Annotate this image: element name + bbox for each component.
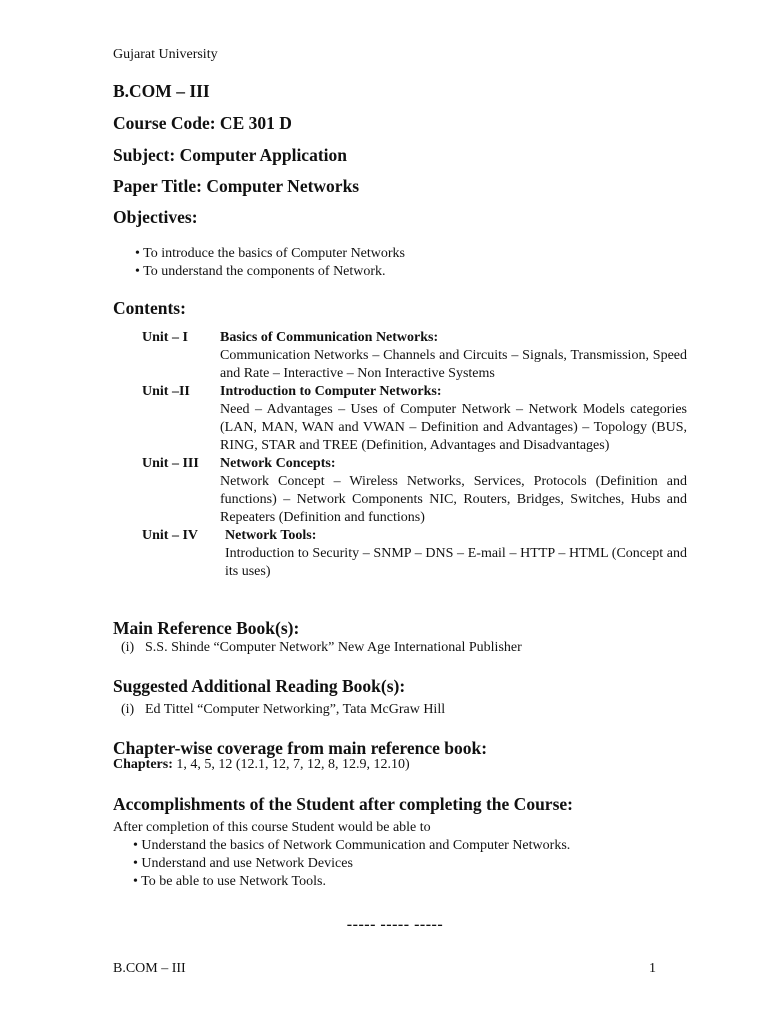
- list-item: • To be able to use Network Tools.: [133, 874, 326, 889]
- unit-description: Communication Networks – Channels and Circuits – Signals, Transmission, Speed and Rate – Interactive – Non Interactive Systems: [220, 348, 687, 381]
- chapter-coverage-heading: Chapter-wise coverage from main reference book:: [113, 738, 488, 758]
- end-mark: ----- ----- -----: [346, 916, 444, 933]
- unit-title: Network Tools:: [225, 528, 317, 543]
- accomplishments-intro: After completion of this course Student would be able to: [113, 820, 431, 835]
- objectives-list: [135, 245, 405, 281]
- chapters-value: 1, 4, 5, 12 (12.1, 12, 7, 12, 8, 12.9, 12.10): [172, 757, 410, 772]
- unit-label: Unit – III: [142, 456, 199, 471]
- unit-title: Network Concepts:: [220, 456, 336, 471]
- unit-title: Basics of Communication Networks:: [220, 330, 439, 345]
- program-heading: B.COM – III: [113, 81, 210, 101]
- unit-description: Network Concept – Wireless Networks, Services, Protocols (Definition and functions) – Network Components NIC, Routers, Bridges, Switches, Hubs and Repeaters (Definition and functions): [220, 474, 687, 525]
- chapters-label: Chapters:: [113, 757, 173, 772]
- objectives-heading: Objectives:: [113, 207, 198, 227]
- additional-reading-item: [121, 702, 445, 718]
- contents-heading: Contents:: [113, 298, 186, 318]
- reference-number: (i): [121, 640, 135, 655]
- reference-text: Ed Tittel “Computer Networking”, Tata McGraw Hill: [145, 702, 446, 717]
- additional-reading-heading: Suggested Additional Reading Book(s):: [113, 676, 406, 696]
- main-reference-item: [121, 640, 522, 656]
- main-reference-heading: Main Reference Book(s):: [113, 618, 300, 638]
- unit-label: Unit – IV: [142, 528, 199, 543]
- list-item: • To introduce the basics of Computer Networks: [135, 246, 405, 261]
- units-list: [142, 329, 687, 581]
- paper-title-heading: Paper Title: Computer Networks: [113, 176, 360, 196]
- accomplishments-heading: Accomplishments of the Student after completing the Course:: [113, 794, 573, 814]
- unit-row: [142, 329, 687, 383]
- footer-program: B.COM – III: [113, 961, 186, 976]
- unit-row: [142, 527, 687, 581]
- reference-number: (i): [121, 702, 135, 717]
- course-code-heading: Course Code: CE 301 D: [113, 113, 292, 133]
- unit-description: Introduction to Security – SNMP – DNS – E-mail – HTTP – HTML (Concept and its uses): [225, 546, 687, 579]
- reference-text: S.S. Shinde “Computer Network” New Age International Publisher: [145, 640, 522, 655]
- subject-heading: Subject: Computer Application: [113, 145, 347, 165]
- unit-title: Introduction to Computer Networks:: [220, 384, 442, 399]
- chapters-line: [113, 757, 410, 773]
- list-item: • To understand the components of Network.: [135, 264, 386, 279]
- unit-label: Unit – I: [142, 330, 188, 345]
- page-number: 1: [649, 961, 656, 976]
- unit-row: [142, 455, 687, 527]
- unit-description: Need – Advantages – Uses of Computer Network – Network Models categories (LAN, MAN, WAN and VWAN – Definition and Advantages) – Topology (BUS, RING, STAR and TREE (Definition, Advantages and Disadvantages): [220, 402, 687, 453]
- list-item: • Understand and use Network Devices: [133, 856, 353, 871]
- list-item: • Understand the basics of Network Communication and Computer Networks.: [133, 838, 571, 853]
- accomplishments-list: [133, 837, 570, 891]
- university-name: Gujarat University: [113, 47, 218, 62]
- unit-label: Unit –II: [142, 384, 190, 399]
- unit-row: [142, 383, 687, 455]
